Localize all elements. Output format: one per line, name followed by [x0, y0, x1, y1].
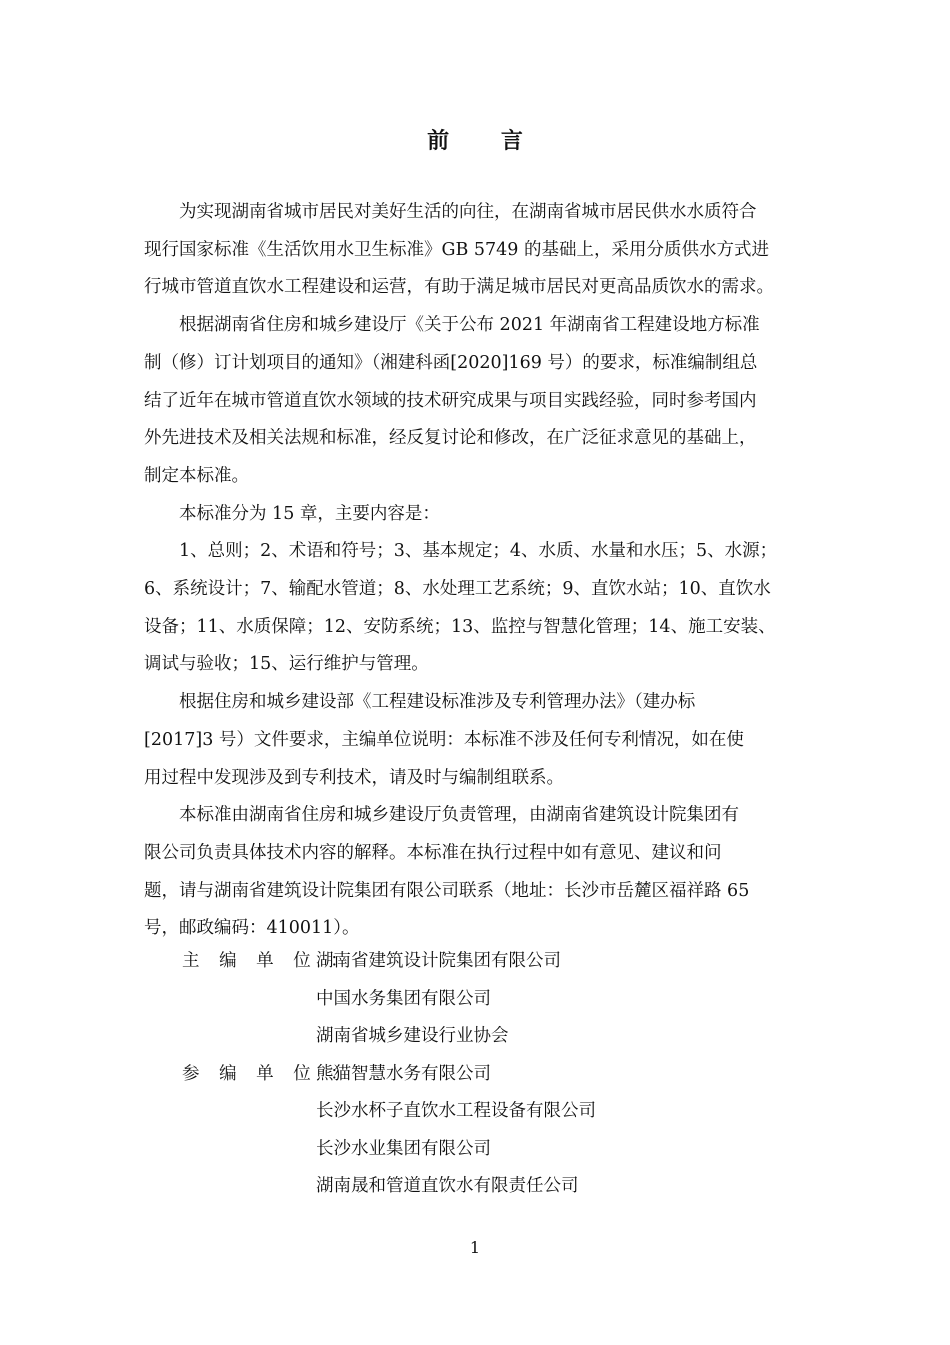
chief-unit-row	[182, 943, 782, 981]
text-line: 根据湖南省住房和城乡建设厅《关于公布 2021 年湖南省工程建设地方标准	[179, 315, 760, 336]
participating-unit-row	[182, 1131, 782, 1169]
paragraph-basis	[144, 307, 824, 496]
participating-unit-name: 湖南晟和管道直饮水有限责任公司	[316, 1176, 579, 1196]
text-line: 1、总则；2、术语和符号；3、基本规定；4、水质、水量和水压；5、水源；	[179, 541, 778, 562]
participating-unit-name: 长沙水杯子直饮水工程设备有限公司	[316, 1101, 596, 1121]
paragraph-patent	[144, 684, 824, 797]
editing-units	[182, 943, 782, 1206]
participating-unit-row	[182, 1093, 782, 1131]
text-line: 6、系统设计；7、输配水管道；8、水处理工艺系统；9、直饮水站；10、直饮水	[144, 579, 771, 600]
text-line: 现行国家标准《生活饮用水卫生标准》GB 5749 的基础上，采用分质供水方式进	[144, 239, 769, 260]
text-line: 外先进技术及相关法规和标准，经反复讨论和修改，在广泛征求意见的基础上，	[144, 428, 757, 449]
participating-unit-name: 长沙水业集团有限公司	[316, 1138, 491, 1159]
chief-units-label: 主 编 单 位 ：	[182, 951, 355, 971]
chief-unit-name: 湖南省城乡建设行业协会	[316, 1026, 509, 1046]
page-title: 前 言	[427, 129, 545, 154]
text-line: 设备；11、水质保障；12、安防系统；13、监控与智慧化管理；14、施工安装、	[144, 616, 776, 637]
text-line: 号，邮政编码：410011）。	[144, 918, 360, 939]
participating-unit-name: 熊猫智慧水务有限公司	[316, 1063, 491, 1084]
chief-unit-name: 湖南省建筑设计院集团有限公司	[316, 951, 561, 971]
participating-unit-row	[182, 1056, 782, 1094]
chief-unit-row	[182, 1018, 782, 1056]
text-line: 制（修）订计划项目的通知》（湘建科函[2020]169 号）的要求，标准编制组总	[144, 352, 758, 373]
paragraph-chapter-list	[144, 533, 824, 684]
paragraph-chapter-count	[144, 496, 824, 534]
text-line: 限公司负责具体技术内容的解释。本标准在执行过程中如有意见、建议和问	[144, 842, 722, 863]
paragraph-management	[144, 797, 824, 948]
text-line: 本标准分为 15 章，主要内容是：	[179, 503, 440, 524]
paragraph-purpose	[144, 194, 824, 307]
text-line: 调试与验收；15、运行维护与管理。	[144, 654, 429, 675]
text-line: [2017]3 号）文件要求，主编单位说明：本标准不涉及任何专利情况，如在使	[144, 729, 744, 750]
text-line: 用过程中发现涉及到专利技术，请及时与编制组联系。	[144, 767, 564, 788]
page-number: 1	[469, 1238, 481, 1257]
text-line: 行城市管道直饮水工程建设和运营，有助于满足城市居民对更高品质饮水的需求。	[144, 277, 774, 298]
text-line: 本标准由湖南省住房和城乡建设厅负责管理，由湖南省建筑设计院集团有	[179, 805, 739, 826]
preface-body	[144, 194, 824, 948]
participating-unit-row	[182, 1168, 782, 1206]
text-line: 结了近年在城市管道直饮水领域的技术研究成果与项目实践经验，同时参考国内	[144, 390, 757, 411]
chief-unit-row	[182, 981, 782, 1019]
text-line: 题，请与湖南省建筑设计院集团有限公司联系（地址：长沙市岳麓区福祥路 65	[144, 880, 750, 901]
text-line: 为实现湖南省城市居民对美好生活的向往，在湖南省城市居民供水水质符合	[179, 202, 757, 222]
text-line: 根据住房和城乡建设部《工程建设标准涉及专利管理办法》（建办标	[179, 692, 696, 713]
text-line: 制定本标准。	[144, 465, 249, 486]
chief-unit-name: 中国水务集团有限公司	[316, 988, 491, 1009]
participating-units-label: 参 编 单 位 ：	[182, 1063, 355, 1084]
